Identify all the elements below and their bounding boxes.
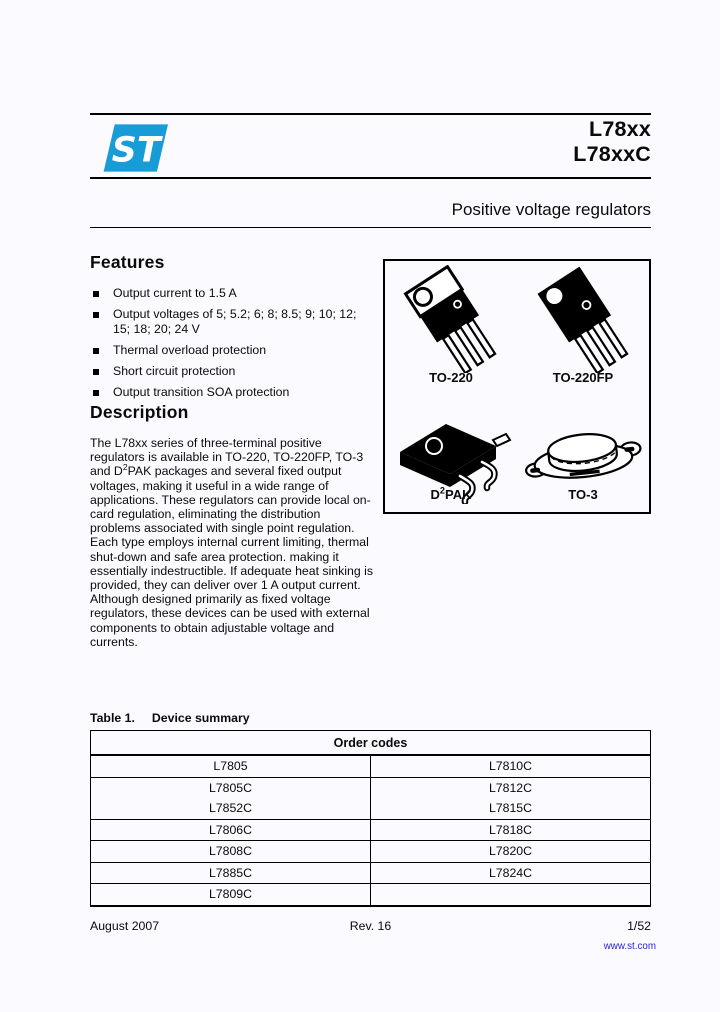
table-row [91, 819, 651, 841]
document-subtitle: Positive voltage regulators [451, 200, 651, 219]
to-220-package-icon [395, 265, 507, 373]
package-label-to220fp: TO-220FP [552, 370, 614, 385]
order-code-cell: L7806C [91, 819, 371, 841]
package-cell-to220 [385, 261, 517, 394]
table-row [91, 841, 651, 863]
order-code-cell: L7805C L7852C [91, 777, 371, 819]
package-cell-to220fp [517, 261, 649, 394]
order-code-cell: L7810C [371, 755, 651, 777]
subtitle-rule [90, 227, 651, 228]
features-heading: Features [90, 252, 165, 272]
table-caption-title: Device summary [151, 711, 250, 725]
square-bullet-icon [93, 369, 99, 375]
to-220fp-package-icon [527, 265, 639, 373]
document-title [573, 117, 651, 167]
table-row [91, 755, 651, 777]
features-section [90, 252, 368, 406]
table-row [91, 862, 651, 884]
package-figure [383, 259, 651, 514]
list-item: Thermal overload protection [90, 343, 368, 358]
package-label-to220: TO-220 [429, 370, 473, 385]
title-line-2: L78xxC [573, 142, 651, 166]
st-logo [94, 121, 168, 175]
order-codes-table [90, 730, 651, 907]
order-code-cell: L7805 [91, 755, 371, 777]
table-caption-label: Table 1. [90, 711, 135, 725]
square-bullet-icon [93, 312, 99, 318]
st-logo-graphic [94, 121, 168, 175]
footer-page-number: 1/52 [627, 919, 651, 933]
square-bullet-icon [93, 348, 99, 354]
square-bullet-icon [93, 291, 99, 297]
list-item: Output voltages of 5; 5.2; 6; 8; 8.5; 9; 10; 12; 15; 18; 20; 24 V [90, 307, 368, 337]
description-paragraph: The L78xx series of three-terminal positive regulators is available in TO-220, TO-220FP, TO-3 and $D^2PAK$ packages and several fixed output voltages, making it useful in a wide range of applications. These regulators can provide local on-card regulation, eliminating the distribution problems associated with single point regulation. Each type employs internal current limiting, thermal shut-down and safe area protection. making it essentially indestructible. If adequate heat sinking is provided, they can deliver over 1 A output current. Although designed primarily as fixed voltage regulators, these devices can be used with external components to obtain adjustable voltage and currents. [90, 436, 373, 649]
package-cell-d2pak [385, 394, 517, 512]
order-code-cell: L7818C [371, 819, 651, 841]
table-row [91, 777, 651, 819]
features-list [90, 286, 368, 400]
order-code-cell: L7824C [371, 862, 651, 884]
footer-revision: Rev. 16 [349, 919, 392, 933]
order-code-cell: L7809C [91, 884, 371, 906]
title-line-1: L78xx [589, 117, 651, 141]
description-section [90, 402, 374, 649]
order-code-cell: L7820C [371, 841, 651, 863]
header-top-rule [90, 113, 651, 115]
package-cell-to3 [517, 394, 649, 512]
st-website-link[interactable]: www.st.com [603, 941, 656, 952]
description-heading: Description [90, 402, 189, 422]
order-code-cell [371, 884, 651, 906]
header-bottom-rule [90, 177, 651, 179]
order-code-cell: L7808C [91, 841, 371, 863]
list-item: Output transition SOA protection [90, 385, 368, 400]
footer-date: August 2007 [90, 919, 160, 933]
table-header-row [91, 731, 651, 756]
table-row [91, 884, 651, 906]
page-footer [90, 919, 651, 935]
package-label-to3: TO-3 [568, 487, 598, 502]
list-item: Output current to 1.5 A [90, 286, 368, 301]
to-3-package-icon [520, 412, 646, 492]
order-code-cell: L7812C L7815C [371, 777, 651, 819]
square-bullet-icon [93, 390, 99, 396]
st-logo-letters: ST [111, 130, 161, 171]
order-code-cell: L7885C [91, 862, 371, 884]
table-caption [90, 711, 250, 725]
list-item: Short circuit protection [90, 364, 368, 379]
order-codes-header: Order codes [91, 731, 651, 756]
package-label-d2pak: $D^2PAK$ [430, 485, 472, 502]
